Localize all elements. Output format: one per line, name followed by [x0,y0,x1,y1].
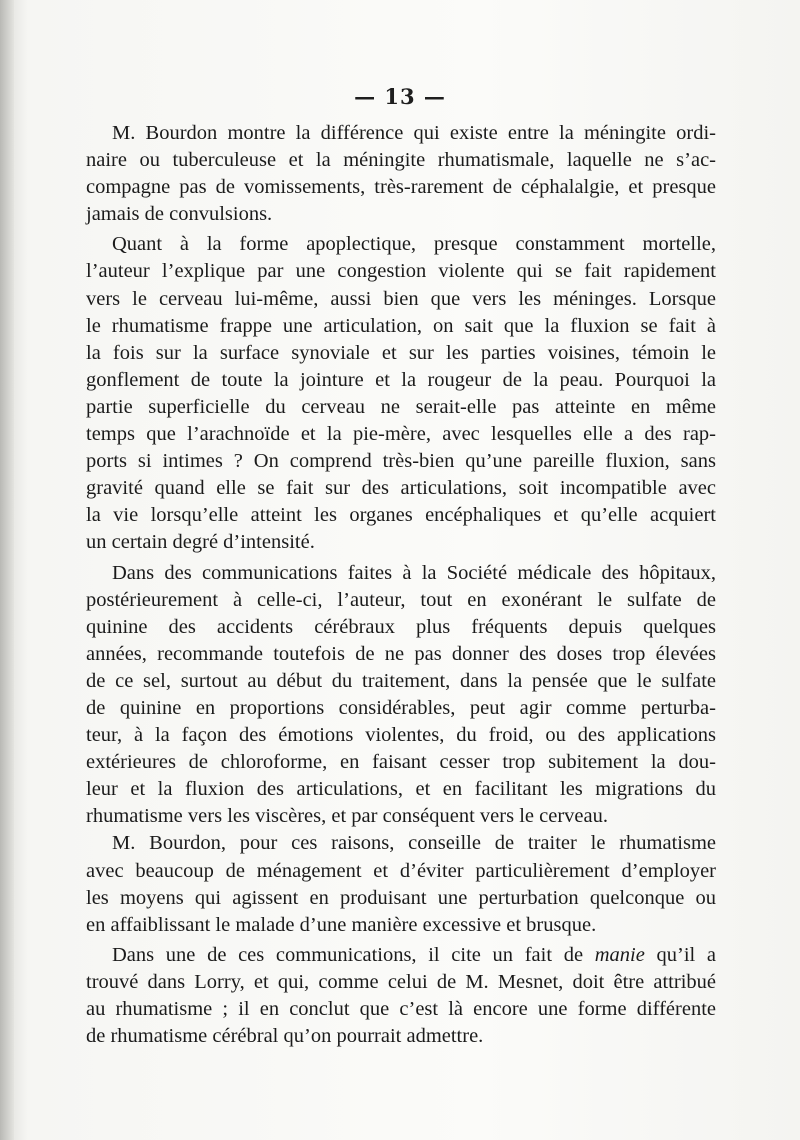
text-line: postérieurement à celle-ci, l’auteur, tout en exonérant le sulfate de [86,588,716,611]
text-line: temps que l’arachnoïde et la pie-mère, avec lesquelles elle a des rap- [86,423,716,446]
paragraph-5 [86,942,716,1050]
text-line: trouvé dans Lorry, et qui, comme celui de M. Mesnet, doit être attribué [86,970,716,993]
text-line: M. Bourdon, pour ces raisons, conseille de traiter le rhumatisme [112,832,716,855]
text-line: le rhumatisme frappe une articulation, on sait que la fluxion se fait à [86,314,716,337]
text-line: au rhumatisme ; il en conclut que c’est là encore une forme différente [86,998,716,1020]
text-line: un certain degré d’intensité. [86,531,315,554]
text-run: Dans une de ces communications, il cite un fait de [112,943,595,966]
text-line: leur et la fluxion des articulations, et en facilitant les migrations du [86,778,716,801]
text-line: teur, à la façon des émotions violentes, du froid, ou des applications [86,724,716,747]
text-line: partie superficielle du cerveau ne serait-elle pas atteinte en même [86,395,716,418]
paragraph-4 [86,830,716,938]
text-line: avec beaucoup de ménagement et d’éviter particulièrement d’employer [86,859,716,882]
text-line: années, recommande toutefois de ne pas donner des doses trop élevées [86,642,716,665]
text-line: Dans des communications faites à la Société médicale des hôpitaux, [112,561,716,584]
page-number: — 13 — [354,84,446,109]
text-line: de rhumatisme cérébral qu’on pourrait admettre. [86,1025,484,1048]
text-line: gravité quand elle se fait sur des articulations, soit incompatible avec [86,477,716,500]
text-line: gonflement de toute la jointure et la rougeur de la peau. Pourquoi la [86,368,716,391]
text-line: de quinine en proportions considérables, peut agir comme perturba- [86,696,716,719]
text-line: vers le cerveau lui-même, aussi bien que vers les méninges. Lorsque [86,287,716,310]
text-line: jamais de convulsions. [86,203,273,226]
text-run: qu’il a [644,943,716,966]
text-line: extérieures de chloroforme, en faisant cesser trop subitement la dou- [86,751,716,774]
text-line: ports si intimes ? On comprend très-bien qu’une pareille fluxion, sans [86,450,716,473]
paragraph-3 [86,560,716,831]
paragraph-1 [86,120,716,228]
text-line: rhumatisme vers les viscères, et par conséquent vers le cerveau. [86,805,608,828]
text-line: Quant à la forme apoplectique, presque constamment mortelle, [112,233,716,256]
text-line: naire ou tuberculeuse et la méningite rhumatismale, laquelle ne s’ac- [86,149,716,172]
body-text [86,120,716,1050]
page-spine-shadow [0,0,14,1140]
text-line: compagne pas de vomissements, très-rarement de céphalalgie, et presque [86,176,716,199]
text-line: les moyens qui agissent en produisant une perturbation quelconque ou [86,886,716,909]
italic-term: manie [594,943,645,966]
text-line: de ce sel, surtout au début du traitement, dans la pensée que le sulfate [86,669,716,692]
text-line: la vie lorsqu’elle atteint les organes encéphaliques et qu’elle acquiert [86,504,716,527]
text-line: en affaiblissant le malade d’une manière excessive et brusque. [86,913,597,936]
paragraph-2 [86,231,716,556]
text-line [86,942,716,969]
text-line: M. Bourdon montre la différence qui existe entre la méningite ordi- [112,122,716,144]
text-line: la fois sur la surface synoviale et sur les parties voisines, témoin le [86,341,716,364]
text-line: l’auteur l’explique par une congestion violente qui se fait rapidement [86,260,716,283]
text-line: quinine des accidents cérébraux plus fréquents depuis quelques [86,615,716,638]
